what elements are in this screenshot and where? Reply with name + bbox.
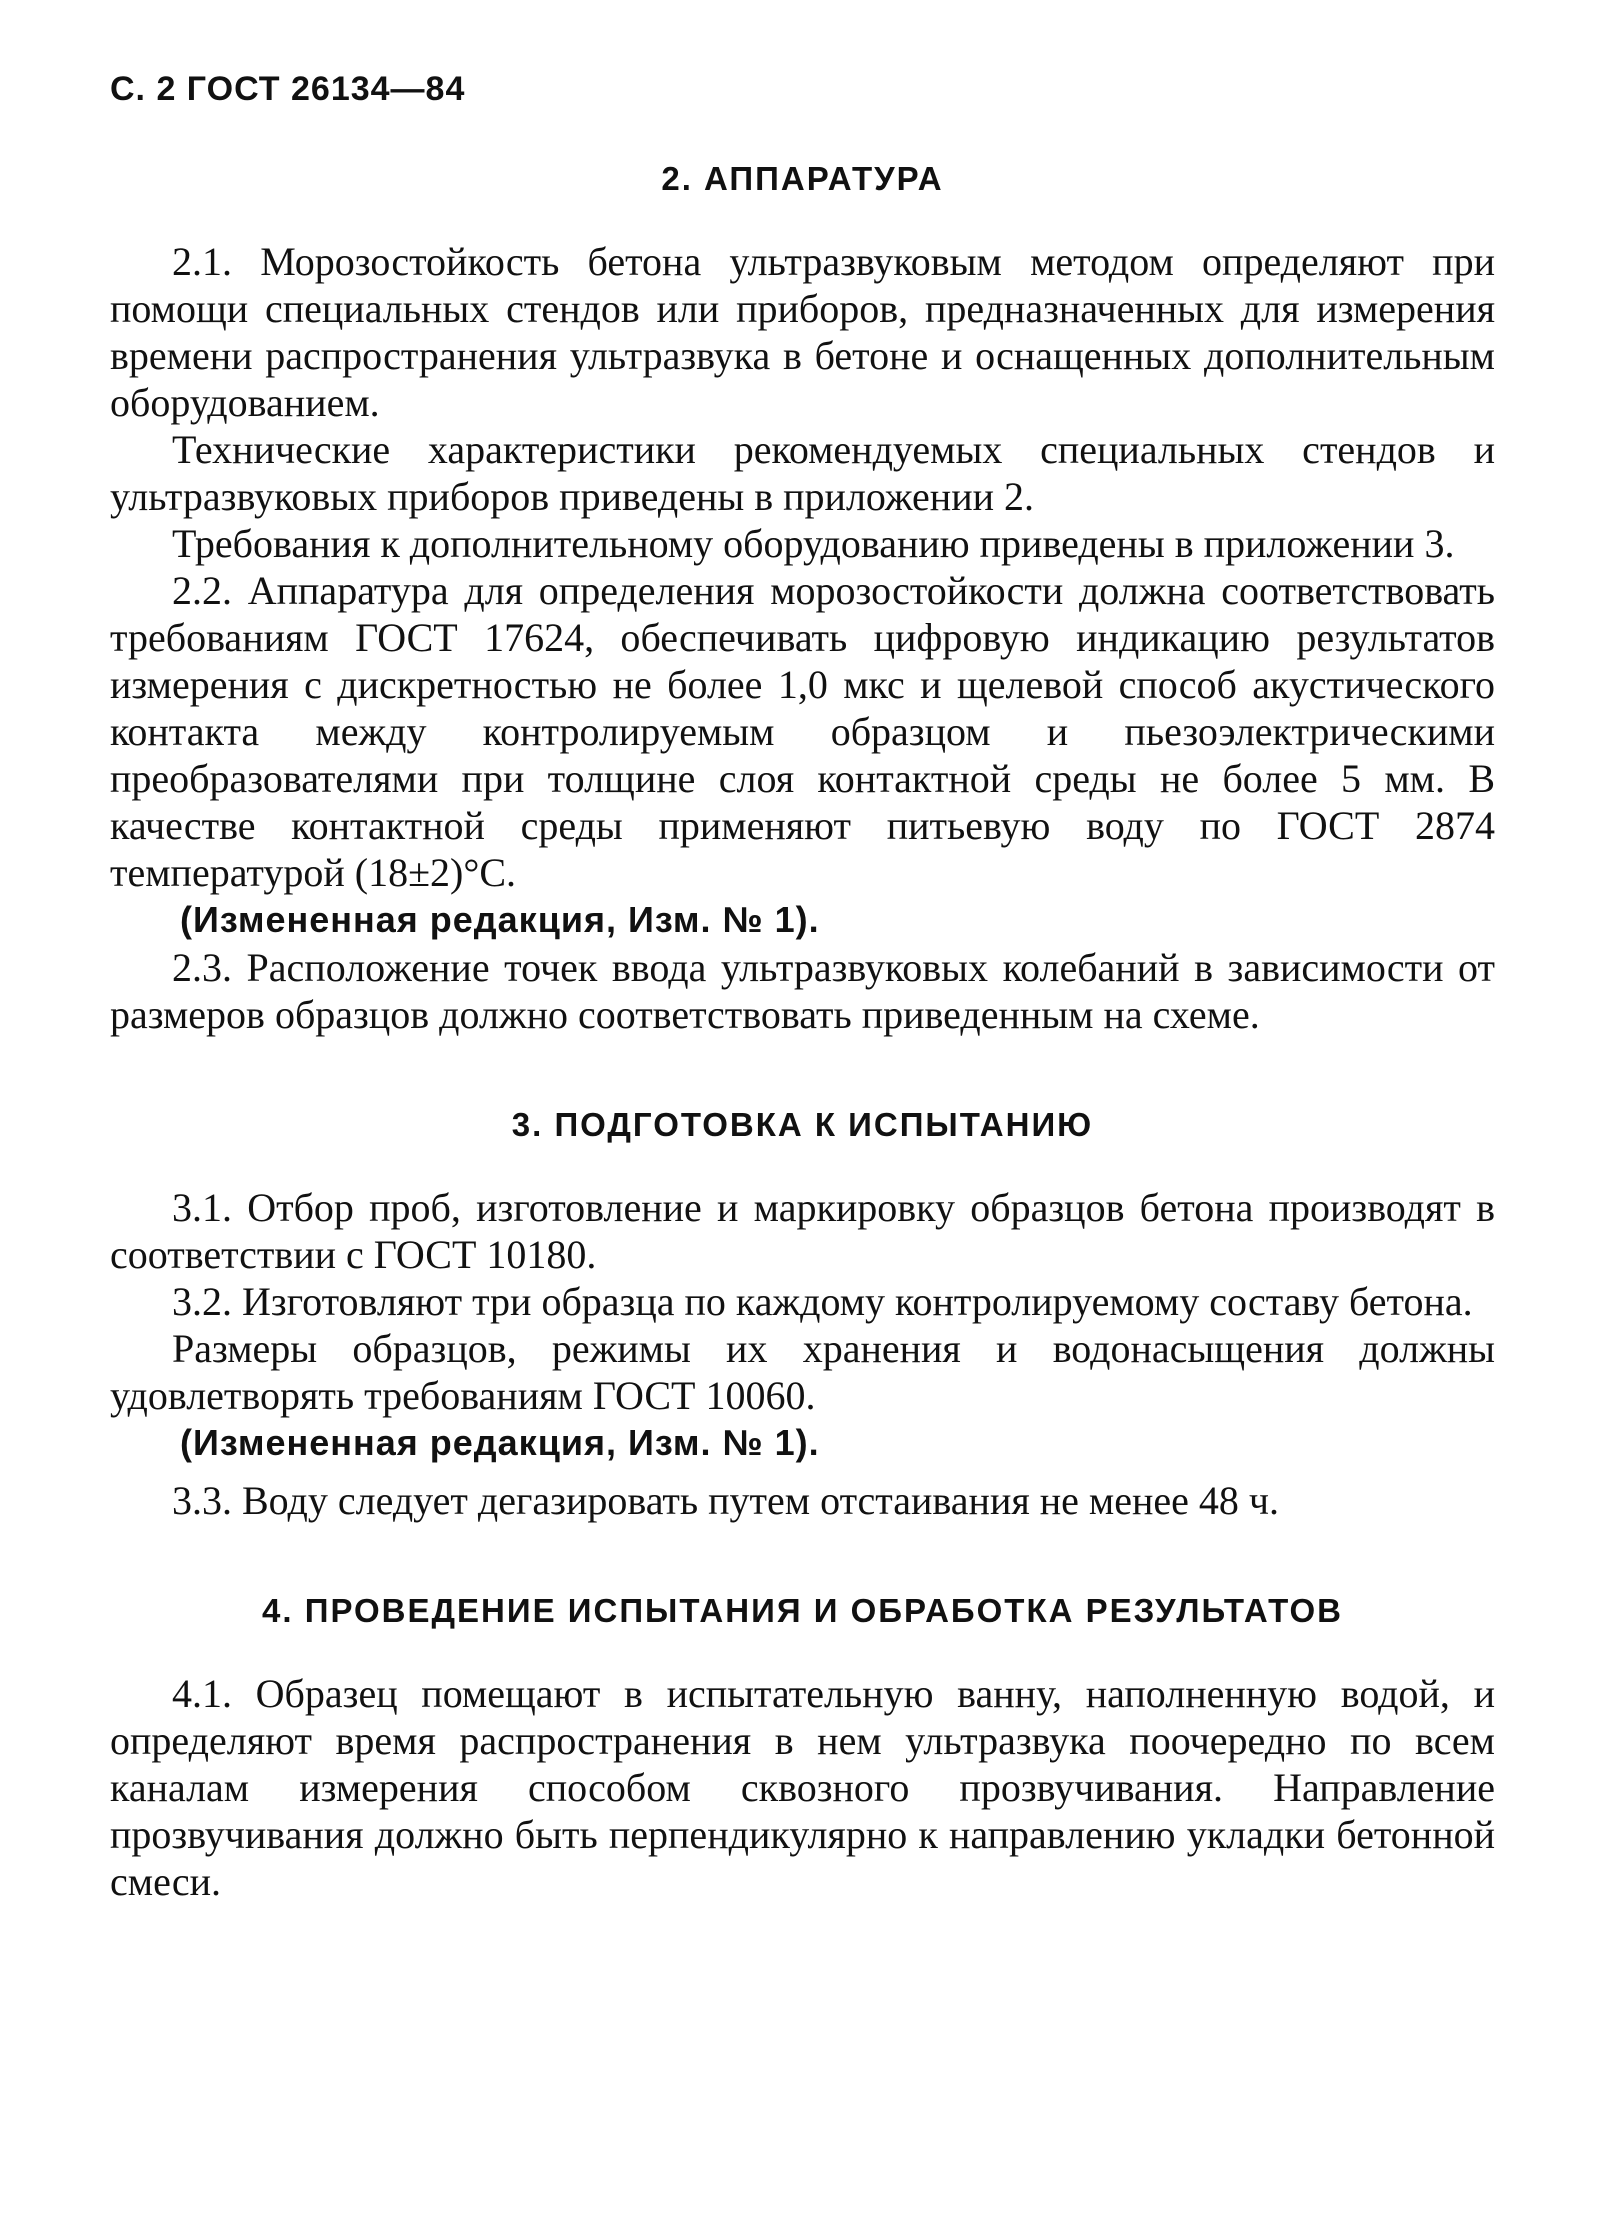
paragraph-3-2-sizes: Размеры образцов, режимы их хранения и водонасыщения должны удовлетворять требованиям ГОСТ 10060. — [110, 1326, 1495, 1418]
paragraph-4-1: 4.1. Образец помещают в испытательную ванну, наполненную водой, и определяют время распространения в нем ультразвука поочередно по всем каналам измерения способом сквозного прозвучивания. Направление прозвучивания должно быть перпендикулярно к направлению укладки бетонной смеси. — [110, 1671, 1495, 1904]
section-2-title: 2. АППАРАТУРА — [661, 160, 944, 197]
amendment-note-3: (Измененная редакция, Изм. № 1). — [180, 1422, 820, 1463]
paragraph-2-2: 2.2. Аппаратура для определения морозостойкости должна соответствовать требованиям ГОСТ 17624, обеспечивать цифровую индикацию результатов измерения с дискретностью не более 1,0 мкс и щелевой способ акустического контакта между контролируемым образцом и пьезоэлектрическими преобразователями при толщине слоя контактной среды не более 5 мм. В качестве контактной среды применяют питьевую воду по ГОСТ 2874 температурой (18±2)°С. — [110, 568, 1495, 895]
paragraph-3-3: 3.3. Воду следует дегазировать путем отстаивания не менее 48 ч. — [172, 1478, 1280, 1523]
page-content — [110, 160, 1495, 1905]
paragraph-2-1-equipment: Требования к дополнительному оборудованию приведены в приложении 3. — [172, 521, 1455, 566]
paragraph-2-1: 2.1. Морозостойкость бетона ультразвуковым методом определяют при помощи специальных стендов или приборов, предназначенных для измерения времени распространения ультразвука в бетоне и оснащенных дополнительным оборудованием. — [110, 239, 1495, 425]
page-header: С. 2 ГОСТ 26134—84 — [110, 70, 466, 108]
paragraph-2-3: 2.3. Расположение точек ввода ультразвуковых колебаний в зависимости от размеров образцов должно соответствовать приведенным на схеме. — [110, 945, 1495, 1037]
paragraph-3-1: 3.1. Отбор проб, изготовление и маркировку образцов бетона производят в соответствии с ГОСТ 10180. — [110, 1185, 1495, 1277]
paragraph-3-2: 3.2. Изготовляют три образца по каждому контролируемому составу бетона. — [172, 1279, 1473, 1324]
paragraph-2-1-specs: Технические характеристики рекомендуемых специальных стендов и ультразвуковых приборов приведены в приложении 2. — [110, 427, 1495, 519]
section-3-title: 3. ПОДГОТОВКА К ИСПЫТАНИЮ — [511, 1106, 1094, 1143]
section-4-title: 4. ПРОВЕДЕНИЕ ИСПЫТАНИЯ И ОБРАБОТКА РЕЗУЛЬТАТОВ — [262, 1592, 1343, 1629]
amendment-note-2: (Измененная редакция, Изм. № 1). — [180, 899, 820, 940]
